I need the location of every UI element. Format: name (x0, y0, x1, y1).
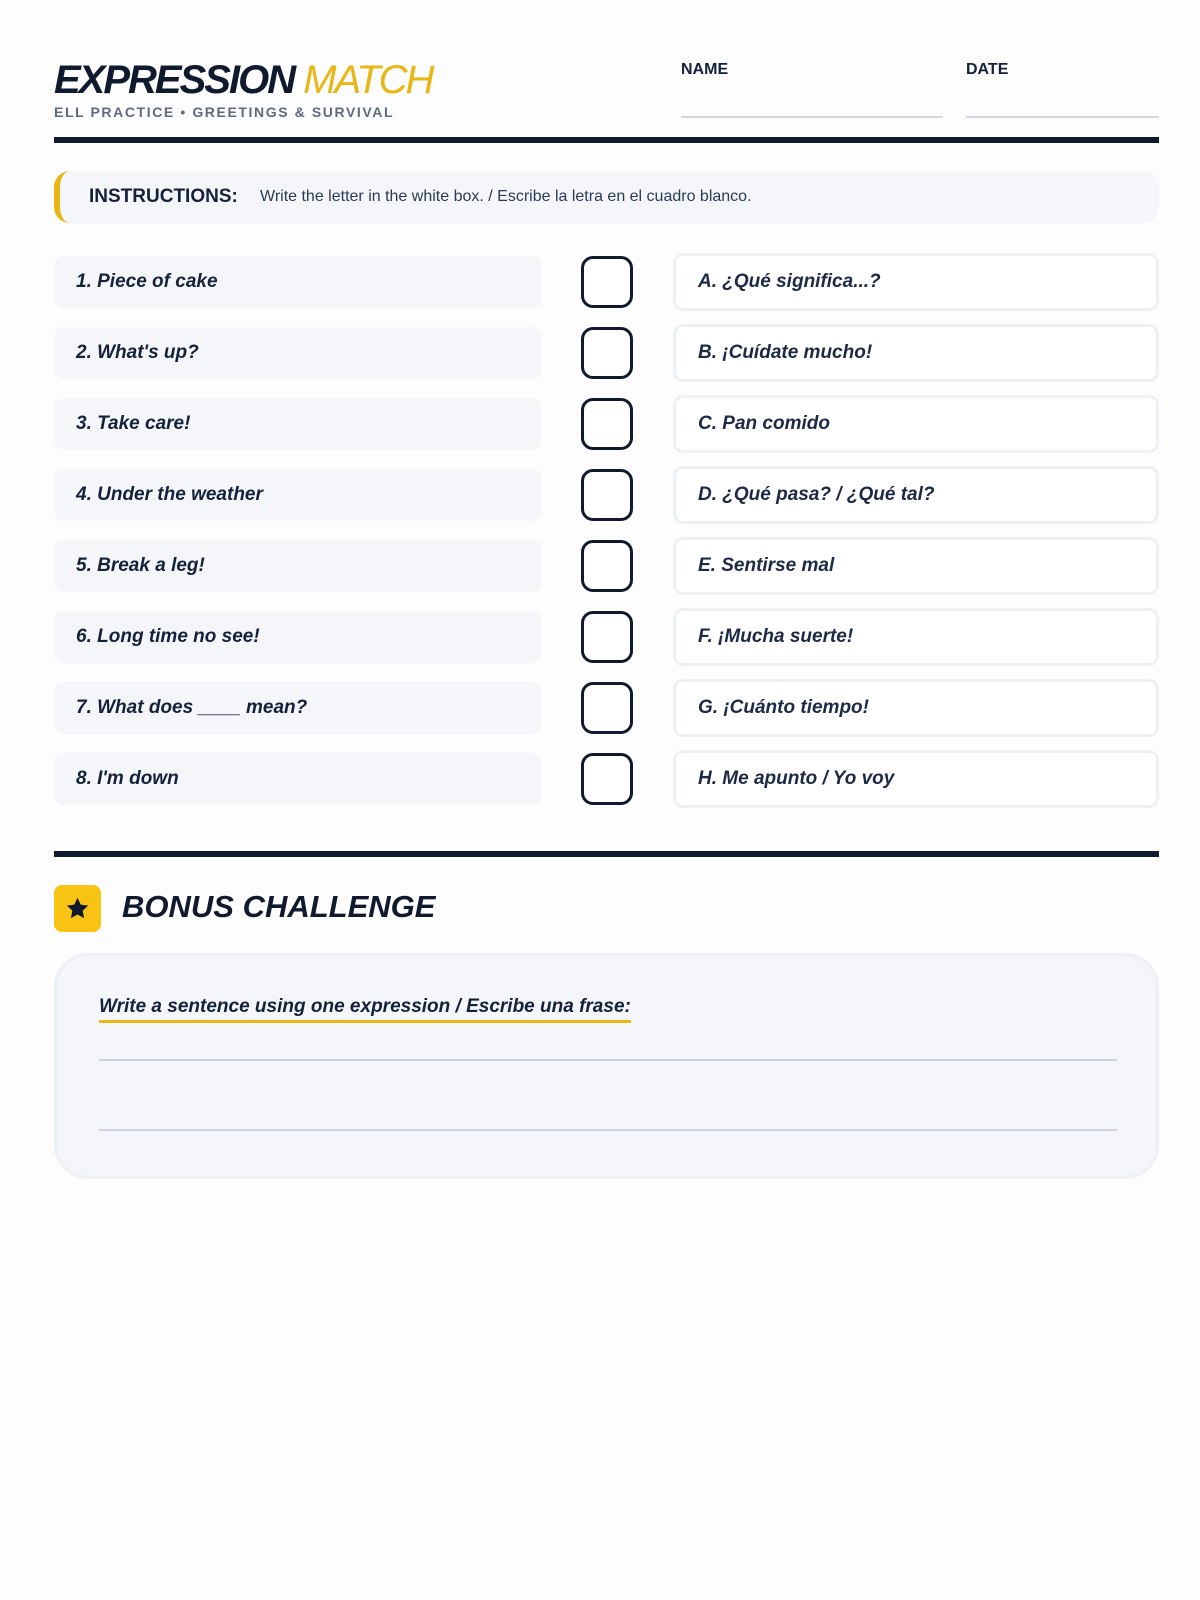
translation-card (673, 395, 1159, 453)
translation-card (673, 608, 1159, 666)
expression-card (54, 682, 542, 734)
match-row (54, 466, 1159, 537)
translation-text: D. ¿Qué pasa? / ¿Qué tal? (698, 484, 935, 505)
translation-text: G. ¡Cuánto tiempo! (698, 697, 869, 718)
answer-box[interactable] (581, 256, 633, 308)
date-field[interactable] (966, 116, 1159, 118)
expression-text: 5. Break a leg! (76, 555, 205, 576)
expression-text: 7. What does ____ mean? (76, 697, 308, 718)
expression-card (54, 256, 542, 308)
match-row (54, 679, 1159, 750)
translation-text: A. ¿Qué significa...? (698, 271, 881, 292)
answer-box[interactable] (581, 398, 633, 450)
expression-card (54, 753, 542, 805)
instructions-banner (54, 171, 1159, 223)
header-divider (54, 137, 1159, 143)
expression-text: 2. What's up? (76, 342, 199, 363)
expression-card (54, 611, 542, 663)
translation-text: F. ¡Mucha suerte! (698, 626, 854, 647)
expression-text: 3. Take care! (76, 413, 191, 434)
worksheet-header (54, 0, 1159, 145)
instructions-label: INSTRUCTIONS: (89, 186, 238, 207)
star-icon (65, 896, 90, 921)
worksheet (54, 0, 1159, 1600)
worksheet-title (54, 58, 432, 102)
expression-text: 1. Piece of cake (76, 271, 218, 292)
expression-text: 6. Long time no see! (76, 626, 260, 647)
translation-text: C. Pan comido (698, 413, 830, 434)
match-row (54, 324, 1159, 395)
match-row (54, 253, 1159, 324)
bonus-panel (54, 953, 1159, 1179)
expression-card (54, 398, 542, 450)
title-accent: MATCH (303, 58, 433, 102)
title-main: EXPRESSION (54, 58, 295, 102)
bonus-prompt: Write a sentence using one expression / Escribe una frase: (99, 996, 631, 1023)
answer-box[interactable] (581, 540, 633, 592)
date-label: DATE (966, 61, 1009, 78)
expression-text: 4. Under the weather (76, 484, 263, 505)
expression-text: 8. I'm down (76, 768, 179, 789)
translation-card (673, 253, 1159, 311)
answer-box[interactable] (581, 327, 633, 379)
translation-card (673, 750, 1159, 808)
match-row (54, 750, 1159, 821)
answer-box[interactable] (581, 753, 633, 805)
match-row (54, 608, 1159, 679)
expression-card (54, 540, 542, 592)
name-label: NAME (681, 61, 729, 78)
answer-box[interactable] (581, 611, 633, 663)
expression-card (54, 327, 542, 379)
match-row (54, 395, 1159, 466)
section-divider (54, 851, 1159, 857)
match-row (54, 537, 1159, 608)
expression-card (54, 469, 542, 521)
instructions-text: Write the letter in the white box. / Escribe la letra en el cuadro blanco. (260, 188, 752, 205)
translation-card (673, 537, 1159, 595)
bonus-badge (54, 885, 101, 932)
worksheet-subtitle: ELL PRACTICE • GREETINGS & SURVIVAL (54, 104, 395, 120)
answer-box[interactable] (581, 682, 633, 734)
answer-line[interactable] (99, 1059, 1117, 1061)
answer-box[interactable] (581, 469, 633, 521)
translation-text: H. Me apunto / Yo voy (698, 768, 895, 789)
bonus-title: BONUS CHALLENGE (122, 889, 436, 924)
matching-list (54, 253, 1159, 821)
translation-card (673, 679, 1159, 737)
answer-line[interactable] (99, 1129, 1117, 1131)
translation-card (673, 324, 1159, 382)
translation-text: B. ¡Cuídate mucho! (698, 342, 873, 363)
translation-text: E. Sentirse mal (698, 555, 835, 576)
translation-card (673, 466, 1159, 524)
name-field[interactable] (681, 116, 943, 118)
